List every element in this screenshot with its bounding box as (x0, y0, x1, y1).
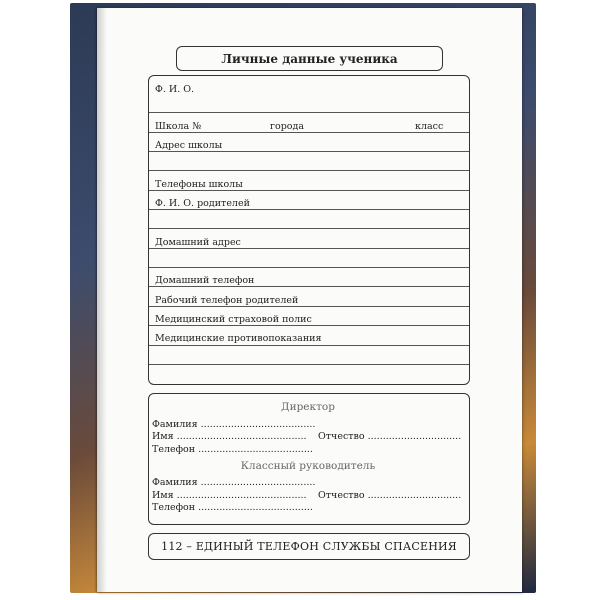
field-city: города (270, 121, 305, 132)
rule-line (149, 325, 469, 326)
rule-line (149, 112, 469, 113)
director-phone: Телефон ...................................... (152, 444, 313, 455)
field-school-no: Школа № (155, 121, 202, 132)
rule-line (149, 364, 469, 365)
field-fio: Ф. И. О. (155, 84, 195, 95)
field-parents-work-phone: Рабочий телефон родителей (155, 295, 299, 306)
class-teacher-name: Имя ........................................... (152, 490, 307, 501)
field-home-address: Домашний адрес (155, 237, 241, 248)
rule-line (149, 190, 469, 191)
rule-line (149, 286, 469, 287)
director-surname: Фамилия ...................................... (152, 419, 316, 430)
field-school-phones: Телефоны школы (155, 179, 243, 190)
class-teacher-surname: Фамилия ...................................... (152, 477, 316, 488)
rule-line (149, 306, 469, 307)
page-title (176, 46, 443, 71)
class-teacher-patronymic: Отчество ............................... (318, 490, 462, 501)
rule-line (149, 132, 469, 133)
rule-line (149, 248, 469, 249)
page-title-text: Личные данные ученика (221, 51, 398, 66)
field-contraindications: Медицинские противопоказания (155, 333, 322, 344)
field-grade: класс (415, 121, 444, 132)
class-teacher-phone: Телефон ...................................... (152, 502, 313, 513)
director-heading: Директор (281, 401, 335, 413)
director-name: Имя ........................................... (152, 431, 307, 442)
director-patronymic: Отчество ............................... (318, 431, 462, 442)
rule-line (149, 228, 469, 229)
class-teacher-heading: Классный руководитель (240, 460, 376, 472)
rule-line (149, 170, 469, 171)
emergency-footer (148, 533, 470, 560)
rule-line (149, 345, 469, 346)
rule-line (149, 267, 469, 268)
rule-line (149, 151, 469, 152)
page-gutter-shadow (97, 8, 107, 592)
field-home-phone: Домашний телефон (155, 275, 255, 286)
rule-line (149, 209, 469, 210)
field-insurance: Медицинский страховой полис (155, 314, 312, 325)
emergency-footer-text: 112 – ЕДИНЫЙ ТЕЛЕФОН СЛУЖБЫ СПАСЕНИЯ (161, 540, 457, 553)
field-school-address: Адрес школы (155, 140, 223, 151)
field-parents-fio: Ф. И. О. родителей (155, 198, 250, 209)
